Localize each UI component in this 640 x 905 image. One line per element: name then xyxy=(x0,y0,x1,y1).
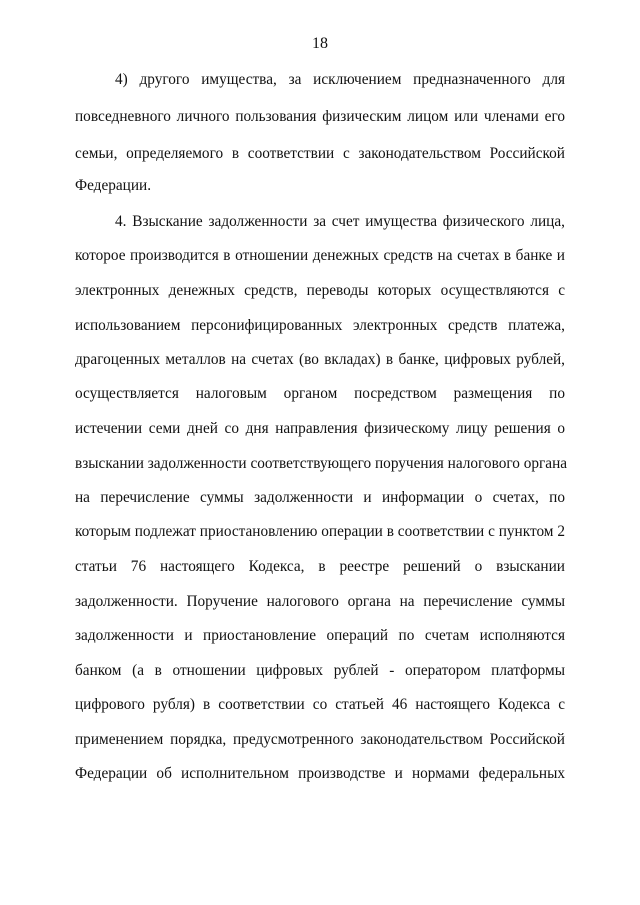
text-line: драгоценных металлов на счетах (во вкладах) в банке, цифровых рублей, xyxy=(75,351,565,368)
text-line: банком (а в отношении цифровых рублей - оператором платформы xyxy=(75,662,565,679)
text-line: применением порядка, предусмотренного законодательством Российской xyxy=(75,731,565,748)
text-line: задолженности и приостановление операций по счетам исполняются xyxy=(75,627,565,644)
text-line: семьи, определяемого в соответствии с законодательством Российской xyxy=(75,145,565,162)
text-line: повседневного личного пользования физическим лицом или членами его xyxy=(75,108,565,125)
text-line: статьи 76 настоящего Кодекса, в реестре решений о взыскании xyxy=(75,558,565,575)
text-line: электронных денежных средств, переводы которых осуществляются с xyxy=(75,282,565,299)
text-line: истечении семи дней со дня направления физическому лицу решения о xyxy=(75,420,565,437)
page-number: 18 xyxy=(312,35,328,52)
text-line: 4. Взыскание задолженности за счет имущества физического лица, xyxy=(115,213,565,230)
text-line: 4) другого имущества, за исключением предназначенного для xyxy=(115,71,565,88)
text-line: Федерации об исполнительном производстве и нормами федеральных xyxy=(75,765,565,782)
text-line: осуществляется налоговым органом посредством размещения по xyxy=(75,385,565,402)
text-line: взыскании задолженности соответствующего поручения налогового органа xyxy=(75,455,568,472)
text-line: Федерации. xyxy=(75,177,152,194)
text-line: на перечисление суммы задолженности и информации о счетах, по xyxy=(75,489,565,506)
text-line: цифрового рубля) в соответствии со статьей 46 настоящего Кодекса с xyxy=(75,696,565,713)
text-line: задолженности. Поручение налогового органа на перечисление суммы xyxy=(75,593,565,610)
text-line: которым подлежат приостановлению операции в соответствии с пунктом 2 xyxy=(75,523,565,540)
text-line: которое производится в отношении денежных средств на счетах в банке и xyxy=(75,247,565,264)
text-line: использованием персонифицированных электронных средств платежа, xyxy=(75,317,565,334)
